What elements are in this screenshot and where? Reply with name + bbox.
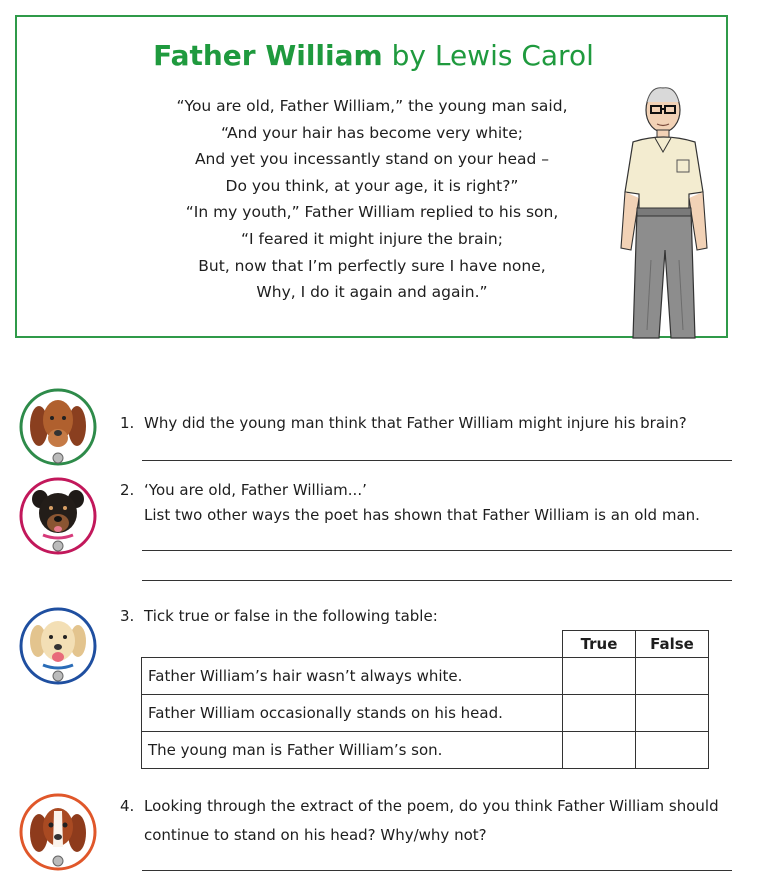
golden-retriever-dog-icon xyxy=(19,607,97,685)
question-text: Looking through the extract of the poem, do you think Father William should xyxy=(144,797,719,815)
question-number: 3. xyxy=(120,607,135,625)
old-man-illustration xyxy=(611,80,721,340)
question-2-line-2: List two other ways the poet has shown that Father William is an old man. xyxy=(144,506,700,524)
tick-box-true[interactable] xyxy=(563,695,636,732)
table-header-row xyxy=(142,631,709,658)
tick-box-false[interactable] xyxy=(636,732,709,769)
table-statement: The young man is Father William’s son. xyxy=(142,732,563,769)
table-row xyxy=(142,695,709,732)
question-number: 2. xyxy=(120,481,135,499)
table-header-false: False xyxy=(636,631,709,658)
answer-line[interactable] xyxy=(142,870,732,871)
poem-line: “In my youth,” Father William replied to his son, xyxy=(185,203,559,222)
poem-line: But, now that I’m perfectly sure I have none, xyxy=(198,256,546,275)
poem-line: And yet you incessantly stand on your head – xyxy=(194,150,550,169)
answer-line[interactable] xyxy=(142,580,732,581)
question-text: Tick true or false in the following table: xyxy=(144,607,438,625)
cavalier-spaniel-dog-icon xyxy=(19,793,97,871)
poem-line: “I feared it might injure the brain; xyxy=(241,229,503,248)
table-row xyxy=(142,732,709,769)
answer-line[interactable] xyxy=(142,550,732,551)
table-header-true: True xyxy=(563,631,636,658)
question-text: Why did the young man think that Father William might injure his brain? xyxy=(144,414,687,432)
answer-line[interactable] xyxy=(142,460,732,461)
title-author: by Lewis Carol xyxy=(382,39,594,72)
question-4-line-2: continue to stand on his head? Why/why not? xyxy=(144,826,487,844)
rottweiler-dog-icon xyxy=(19,477,97,555)
question-number: 4. xyxy=(120,797,135,815)
tick-box-false[interactable] xyxy=(636,695,709,732)
poem-line: “You are old, Father William,” the young man said, xyxy=(176,97,568,115)
tick-box-true[interactable] xyxy=(563,732,636,769)
table-row xyxy=(142,658,709,695)
poem-box xyxy=(15,15,728,338)
tick-box-true[interactable] xyxy=(563,658,636,695)
table-statement: Father William occasionally stands on his head. xyxy=(142,695,563,732)
bloodhound-dog-icon xyxy=(19,388,97,466)
poem-text xyxy=(142,93,602,306)
question-3 xyxy=(120,607,438,625)
poem-line: Do you think, at your age, it is right?” xyxy=(225,176,519,195)
poem-line: “And your hair has become very white; xyxy=(220,123,524,142)
table-header-blank xyxy=(142,631,563,658)
question-number: 1. xyxy=(120,414,135,432)
question-text: ‘You are old, Father William...’ xyxy=(144,481,367,499)
poem-line: Why, I do it again and again.” xyxy=(256,283,488,302)
question-2 xyxy=(120,481,367,499)
title-poem-name: Father William xyxy=(153,39,383,72)
true-false-table xyxy=(141,630,709,769)
tick-box-false[interactable] xyxy=(636,658,709,695)
table-statement: Father William’s hair wasn’t always white. xyxy=(142,658,563,695)
question-1 xyxy=(120,414,687,432)
worksheet-title xyxy=(17,39,730,72)
question-4 xyxy=(120,797,719,815)
